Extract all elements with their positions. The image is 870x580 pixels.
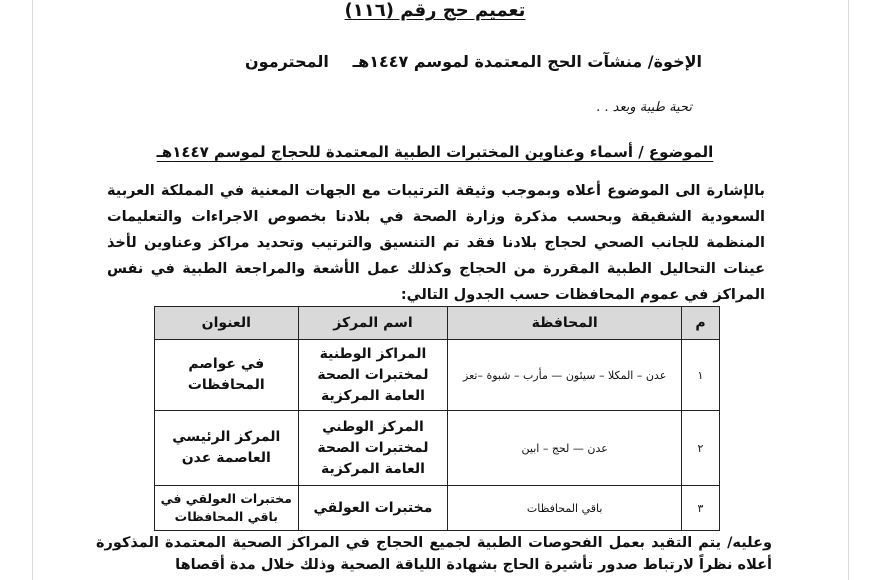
labs-table [154,306,720,531]
subject-line: الموضوع / أسماء وعناوين المختبرات الطبية المعتمدة للحجاج لموسم ١٤٤٧هـ [156,143,714,161]
table-row [155,340,720,411]
intro-paragraph: بالإشارة الى الموضوع أعلاه وبموجب وثيقة الترتيبات مع الجهات المعنية في المملكة العربية السعودية الشقيقة وبحسب مذكرة وزارة الصحة في بلادنا بخصوص الاجراءات والتعليمات المنظمة للجانب الصحي لحجاج بلادنا فقد تم التنسيق والترتيب وتحديد مراكز وعناوين لأخذ عينات التحاليل الطبية المقررة من الحجاج وكذلك عمل الأشعة والمراجعة الطبية في نفس المراكز في عموم المحافظات حسب الجدول التالي: [107,183,765,303]
row-address: المركز الرئيسي العاصمة عدن [155,411,299,486]
table-row [155,411,720,486]
circular-title: تعميم حج رقم (١١٦) [344,0,526,21]
row-governorate: باقي المحافظات [448,486,682,531]
header-governorate: المحافظة [448,307,682,340]
header-center: اسم المركز [298,307,448,340]
row-center: مختبرات العولقي [298,486,448,531]
header-address: العنوان [155,307,299,340]
footer-text: يتم التقيد بعمل الفحوصات الطبية لجميع الحجاج في المراكز الصحية المعتمدة المذكورة أعلاه نظراً لارتباط صدور تأشيرة الحاج بشهادة اللياقة الصحية وذلك خلال مدة أقصاها [96,535,772,573]
footer-paragraph [96,532,772,576]
row-center: المراكز الوطنية لمختبرات الصحة العامة المركزية [298,340,448,411]
row-center: المركز الوطني لمختبرات الصحة العامة المركزية [298,411,448,486]
row-address: مختبرات العولقي في باقي المحافظات [155,486,299,531]
table-row [155,486,720,531]
respected-salutation: المحترمون [245,52,329,71]
page-right-edge [848,0,849,580]
row-governorate: عدن — لحج – ابين [448,411,682,486]
row-num: ٣ [681,486,719,531]
header-num: م [681,307,719,340]
row-num: ٢ [681,411,719,486]
greeting: تحية طيبة وبعد . . [596,100,692,115]
page-left-edge [32,0,33,580]
row-address: في عواصم المحافظات [155,340,299,411]
table-header-row [155,307,720,340]
row-governorate: عدن – المكلا – سيئون — مأرب – شبوة –تعز [448,340,682,411]
footer-lead: وعليه/ [727,535,772,551]
addressee: الإخوة/ منشآت الحج المعتمدة لموسم ١٤٤٧هـ [352,52,702,71]
row-num: ١ [681,340,719,411]
